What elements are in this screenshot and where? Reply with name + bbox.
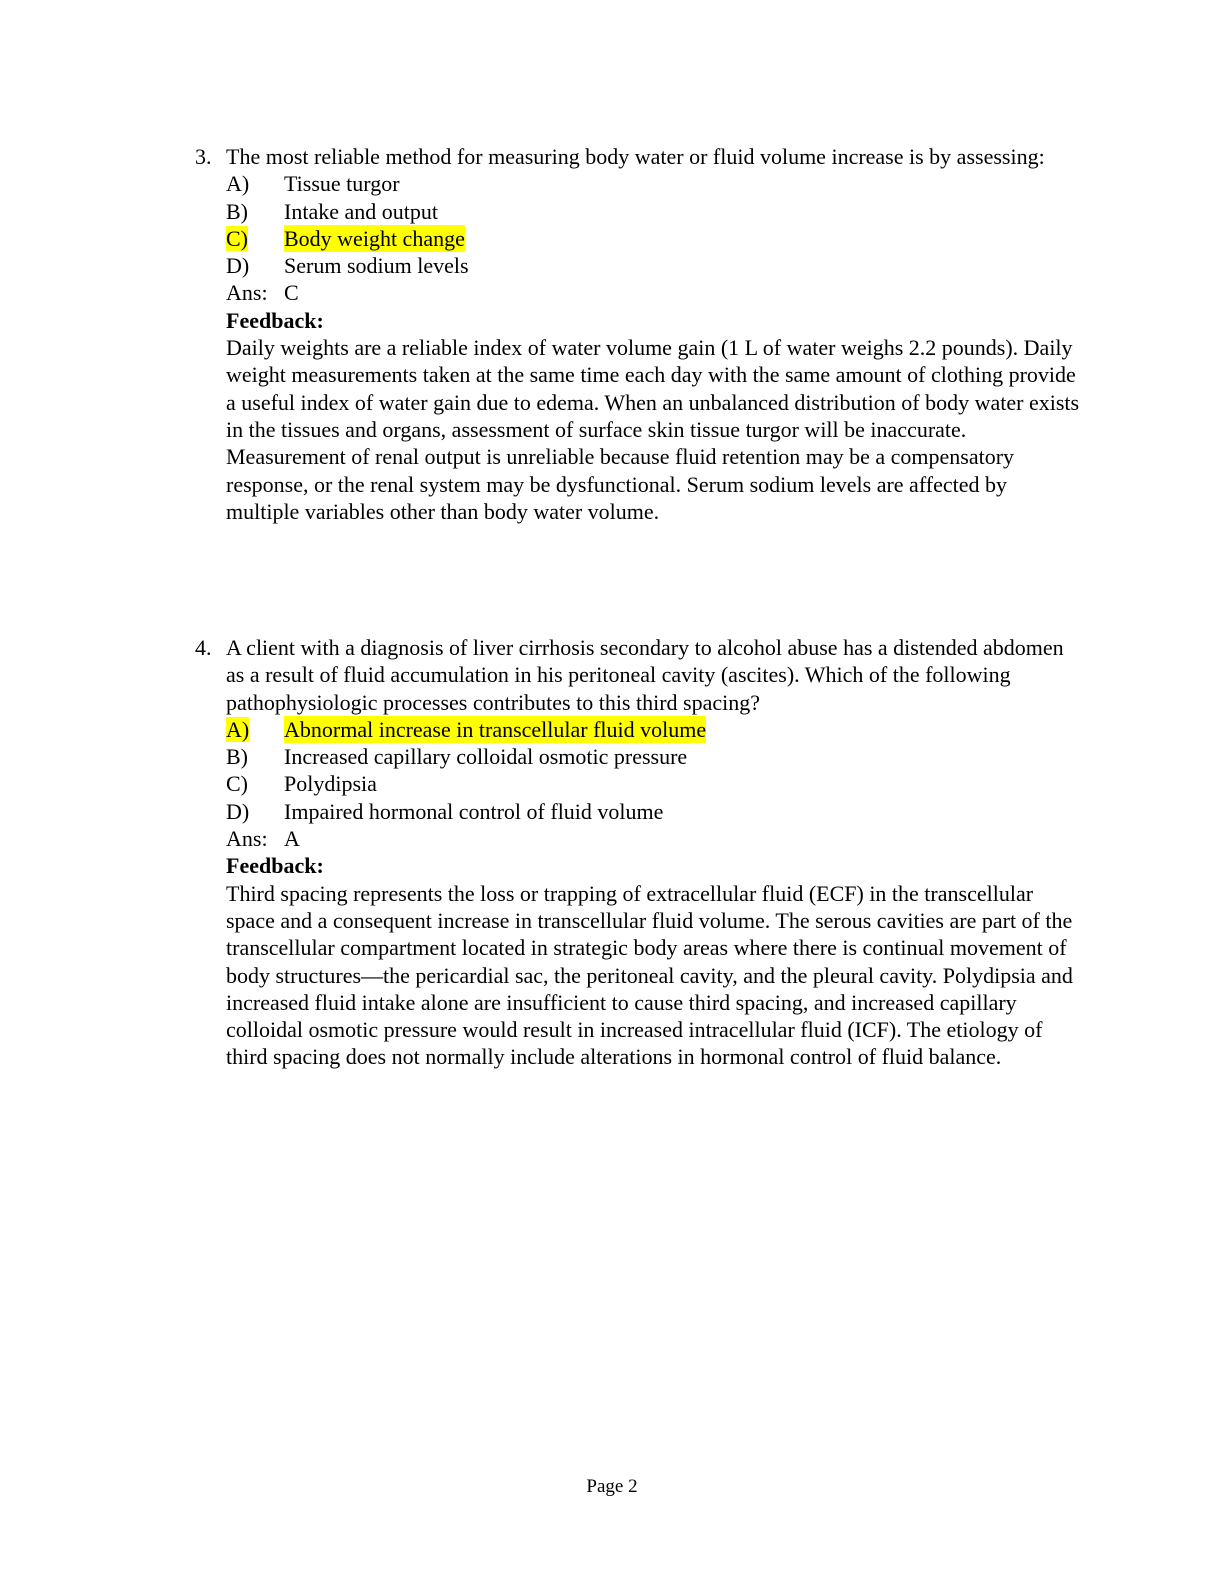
option-text: Impaired hormonal control of fluid volume [284,798,664,824]
question-body [226,716,1080,1071]
answer-line [226,279,1080,306]
question-stem [195,634,1080,716]
option-b [226,743,1080,770]
question-number: 4. [195,635,212,660]
option-text: Serum sodium levels [284,253,469,279]
option-text: Abnormal increase in transcellular fluid volume [284,716,707,742]
option-text: Polydipsia [284,771,377,797]
feedback-text: Daily weights are a reliable index of water volume gain (1 L of water weighs 2.2 pounds). Daily weight measurements taken at the same time each day with the same amount of clothing provide a useful index of water gain due to edema. When an unbalanced distribution of body water exists in the tissues and organs, assessment of surface skin tissue turgor will be inaccurate. Measurement of renal output is unreliable because fluid retention may be a compensatory response, or the renal system may be dysfunctional. Serum sodium levels are affected by multiple variables other than body water volume. [226,335,1080,524]
page-number: Page 2 [586,1476,638,1497]
option-letter: B) [226,198,248,224]
question-4 [195,634,1080,1071]
option-d [226,252,1080,279]
option-letter: D) [226,798,250,824]
option-letter: C) [226,771,248,797]
option-c [226,770,1080,797]
option-a [226,170,1080,197]
feedback-text: Third spacing represents the loss or trapping of extracellular fluid (ECF) in the transcellular space and a consequent increase in transcellular fluid volume. The serous cavities are part of the transcellular compartment located in strategic body areas where there is continual movement of body structures—the pericardial sac, the peritoneal cavity, and the pleural cavity. Polydipsia and increased fluid intake alone are insufficient to cause third spacing, and increased capillary colloidal osmotic pressure would result in increased intracellular fluid (ICF). The etiology of third spacing does not normally include alterations in hormonal control of fluid balance. [226,880,1073,1070]
option-letter: A) [226,171,250,197]
option-text: Intake and output [284,198,438,224]
question-text: The most reliable method for measuring body water or fluid volume increase is by assessing: [226,144,1045,169]
feedback-heading: Feedback: [226,853,324,879]
option-letter: C) [226,225,248,251]
option-text: Tissue turgor [284,171,400,197]
question-stem [195,143,1080,170]
option-b [226,198,1080,225]
answer-label: Ans: [226,826,268,852]
question-number: 3. [195,144,212,169]
option-text: Increased capillary colloidal osmotic pressure [284,744,688,770]
question-text: A client with a diagnosis of liver cirrhosis secondary to alcohol abuse has a distended abdomen as a result of fluid accumulation in his peritoneal cavity (ascites). Which of the following pathophysiologic processes contributes to this third spacing? [226,635,1064,715]
option-a-correct-highlighted [226,716,1080,743]
question-body [226,170,1080,525]
option-letter: A) [226,716,250,742]
option-text: Body weight change [284,225,465,251]
option-letter: D) [226,253,250,279]
answer-line [226,825,1080,852]
answer-label: Ans: [226,280,268,306]
option-d [226,798,1080,825]
answer-value: A [284,826,300,852]
answer-value: C [284,280,299,306]
feedback-heading: Feedback: [226,307,324,333]
option-c-correct-highlighted [226,225,1080,252]
question-3 [195,143,1080,525]
option-letter: B) [226,744,248,770]
